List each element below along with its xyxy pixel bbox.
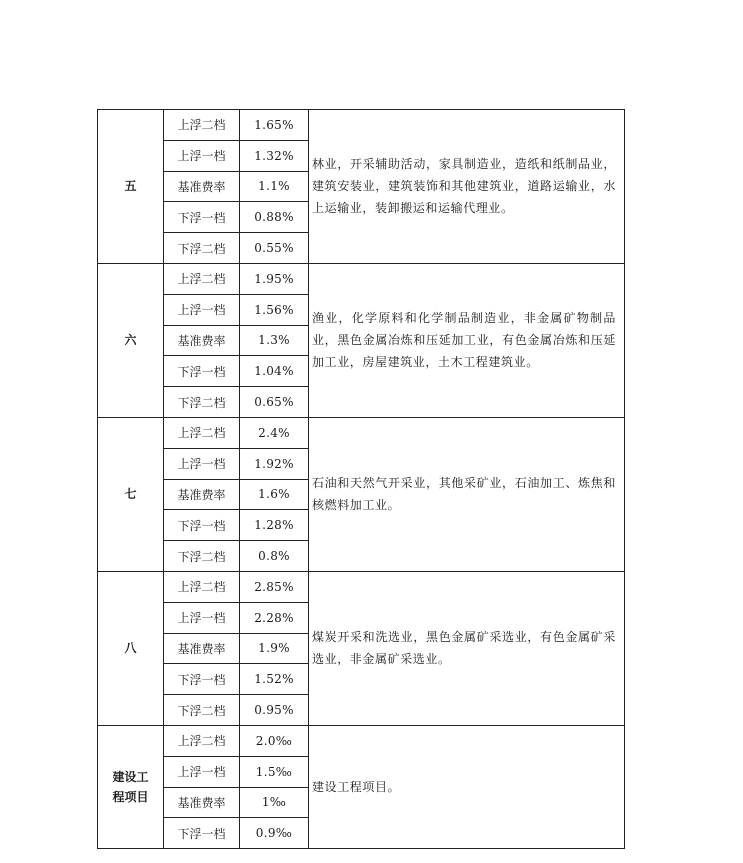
rate-cell: 0.55% [240,233,309,264]
tier-cell: 基准费率 [164,325,240,356]
table-row [98,263,625,294]
rate-cell: 1.1% [240,171,309,202]
rate-cell: 0.65% [240,387,309,418]
rate-cell: 2.4% [240,417,309,448]
rate-cell: 1.5‰ [240,756,309,787]
rate-cell: 0.9‰ [240,818,309,849]
rate-cell: 1.65% [240,110,309,141]
tier-cell: 下浮一档 [164,356,240,387]
industry-cell: 林业，开采辅助活动，家具制造业，造纸和纸制品业，建筑安装业，建筑装饰和其他建筑业，道路运输业，水上运输业，装卸搬运和运输代理业。 [309,110,625,264]
tier-cell: 下浮一档 [164,510,240,541]
rate-cell: 0.8% [240,541,309,572]
tier-cell: 下浮二档 [164,695,240,726]
rate-table [97,109,625,849]
tier-cell: 下浮二档 [164,233,240,264]
table-row [98,417,625,448]
tier-cell: 基准费率 [164,171,240,202]
rate-cell: 1.52% [240,664,309,695]
rate-cell: 1‰ [240,787,309,818]
tier-cell: 上浮二档 [164,263,240,294]
rate-cell: 1.3% [240,325,309,356]
tier-cell: 下浮二档 [164,387,240,418]
tier-cell: 上浮一档 [164,140,240,171]
tier-cell: 上浮二档 [164,571,240,602]
rate-cell: 1.95% [240,263,309,294]
tier-cell: 上浮二档 [164,725,240,756]
rate-cell: 1.28% [240,510,309,541]
grade-cell: 建设工程项目 [98,725,164,848]
grade-cell: 七 [98,417,164,571]
industry-cell: 建设工程项目。 [309,725,625,848]
tier-cell: 下浮一档 [164,664,240,695]
table-row [98,571,625,602]
rate-cell: 1.6% [240,479,309,510]
table-row [98,725,625,756]
industry-cell: 石油和天然气开采业，其他采矿业，石油加工、炼焦和核燃料加工业。 [309,417,625,571]
rate-cell: 1.32% [240,140,309,171]
tier-cell: 上浮一档 [164,294,240,325]
rate-cell: 0.88% [240,202,309,233]
tier-cell: 下浮一档 [164,818,240,849]
rate-cell: 1.04% [240,356,309,387]
tier-cell: 基准费率 [164,787,240,818]
industry-cell: 煤炭开采和洗选业，黑色金属矿采选业，有色金属矿采选业，非金属矿采选业。 [309,571,625,725]
tier-cell: 上浮一档 [164,448,240,479]
grade-cell: 八 [98,571,164,725]
tier-cell: 上浮一档 [164,756,240,787]
tier-cell: 上浮一档 [164,602,240,633]
grade-cell: 六 [98,263,164,417]
tier-cell: 基准费率 [164,633,240,664]
rate-cell: 2.28% [240,602,309,633]
rate-cell: 0.95% [240,695,309,726]
tier-cell: 基准费率 [164,479,240,510]
rate-cell: 2.85% [240,571,309,602]
industry-cell: 渔业，化学原料和化学制品制造业，非金属矿物制品业，黑色金属冶炼和压延加工业，有色金属冶炼和压延加工业，房屋建筑业，土木工程建筑业。 [309,263,625,417]
rate-cell: 1.92% [240,448,309,479]
tier-cell: 下浮二档 [164,541,240,572]
tier-cell: 下浮一档 [164,202,240,233]
grade-cell: 五 [98,110,164,264]
rate-cell: 1.9% [240,633,309,664]
tier-cell: 上浮二档 [164,110,240,141]
rate-cell: 1.56% [240,294,309,325]
table-row [98,110,625,141]
tier-cell: 上浮二档 [164,417,240,448]
rate-cell: 2.0‰ [240,725,309,756]
